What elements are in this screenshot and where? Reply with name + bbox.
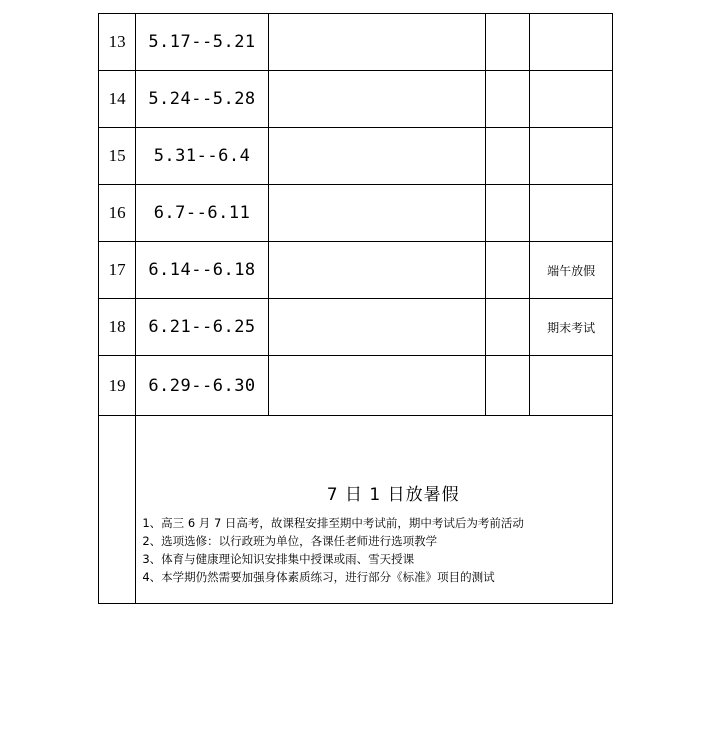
note-item: 1、高三 6 月 7 日高考，故课程安排至期中考试前，期中考试后为考前活动	[142, 515, 524, 530]
week-number: 19	[99, 356, 136, 416]
hours-cell	[485, 185, 529, 242]
week-row	[99, 14, 613, 71]
week-dates: 6.21--6.25	[136, 299, 268, 356]
week-row	[99, 128, 613, 185]
week-dates: 6.29--6.30	[136, 356, 268, 416]
vacation-title: 7 日 1 日放暑假	[326, 484, 460, 505]
week-row	[99, 71, 613, 128]
note-item: 3、体育与健康理论知识安排集中授课或雨、雪天授课	[142, 551, 415, 566]
week-note	[530, 185, 613, 242]
week-row	[99, 242, 613, 299]
footer-notes-cell	[136, 416, 613, 604]
week-dates: 6.7--6.11	[136, 185, 268, 242]
content-cell	[268, 71, 485, 128]
content-cell	[268, 242, 485, 299]
content-cell	[268, 14, 485, 71]
week-note	[530, 71, 613, 128]
week-number: 13	[99, 14, 136, 71]
footer-blank-cell	[99, 416, 136, 604]
content-cell	[268, 356, 485, 416]
week-note	[530, 356, 613, 416]
content-cell	[268, 299, 485, 356]
week-note	[530, 128, 613, 185]
notes-list	[142, 514, 612, 586]
schedule-table	[98, 13, 613, 604]
footer-row	[99, 416, 613, 604]
week-dates: 6.14--6.18	[136, 242, 268, 299]
week-number: 15	[99, 128, 136, 185]
week-number: 17	[99, 242, 136, 299]
week-note: 期末考试	[530, 299, 613, 356]
week-note: 端午放假	[530, 242, 613, 299]
week-number: 14	[99, 71, 136, 128]
hours-cell	[485, 128, 529, 185]
note-item: 4、本学期仍然需要加强身体素质练习，进行部分《标准》项目的测试	[142, 569, 495, 584]
content-cell	[268, 128, 485, 185]
week-dates: 5.31--6.4	[136, 128, 268, 185]
week-dates: 5.24--5.28	[136, 71, 268, 128]
week-row	[99, 356, 613, 416]
hours-cell	[485, 14, 529, 71]
hours-cell	[485, 299, 529, 356]
note-item: 2、选项选修：以行政班为单位，各课任老师进行选项教学	[142, 533, 438, 548]
hours-cell	[485, 356, 529, 416]
week-row	[99, 299, 613, 356]
week-row	[99, 185, 613, 242]
week-number: 18	[99, 299, 136, 356]
hours-cell	[485, 71, 529, 128]
week-dates: 5.17--5.21	[136, 14, 268, 71]
week-note	[530, 14, 613, 71]
week-number: 16	[99, 185, 136, 242]
content-cell	[268, 185, 485, 242]
hours-cell	[485, 242, 529, 299]
